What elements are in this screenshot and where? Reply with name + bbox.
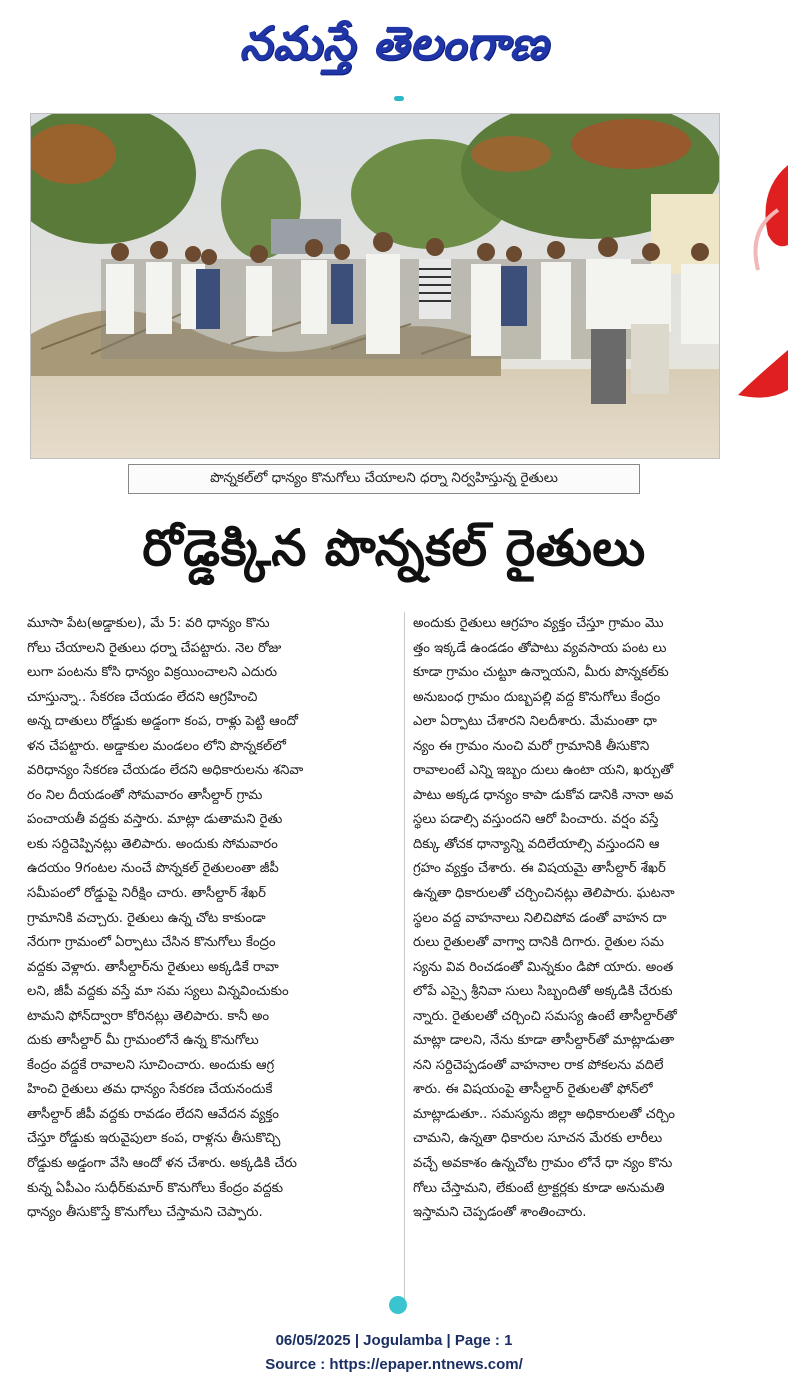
article-text-line: నేరుగా గ్రామంలో ఏర్పాటు చేసిన కొనుగోలు కేంద్రం (27, 935, 276, 951)
article-text-line: రం నిల దీయడంతో సోమవారం తాసీల్దార్ గ్రామ (27, 787, 263, 803)
article-text-line: ఉదయం 9గంటల నుంచే పొన్నకల్ రైతులంతా జీపీ (27, 861, 279, 877)
protest-photo-icon (31, 114, 720, 459)
article-text-line: రావాలంటే ఎన్ని ఇబ్బం దులు ఉంటా యని, ఖర్చుతో (413, 763, 674, 779)
article-text-line: టామని ఫోన్‌ద్వారా కోరినట్లు తెలిపారు. కానీ అం (27, 1008, 270, 1024)
article-text-line: లోపే ఎస్సై శ్రీనివా సులు సిబ్బందితో అక్కడికి చేరుకు (413, 984, 673, 1000)
article-text-line: పాటు అక్కడ ధాన్యం కాపా డుకోవ డానికి నానా అవ (413, 787, 674, 803)
article-text-line: శారు. ఈ విషయంపై తాసీల్దార్ రైతులతో ఫోన్‌లో (413, 1082, 653, 1098)
newspaper-logo: నమస్తే తెలంగాణ (239, 16, 549, 70)
side-ornament (728, 140, 788, 430)
news-photo (30, 113, 720, 459)
article-text-line: వరిధాన్యం సేకరణ చేయడం లేదని అధికారులను శనివా (27, 763, 304, 779)
article-text-line: గ్రామానికి వచ్చారు. రైతులు ఉన్న చోట కాకుండా (27, 910, 266, 926)
article-text-line: మాట్లాడుతూ.. సమస్యను జిల్లా అధికారులతో చర్చిం (413, 1106, 675, 1122)
article-text-line: ళన చేపట్టారు. అడ్డాకుల మండలం లోని పొన్నకల్‌లో (27, 738, 286, 754)
article-text-line: ఉన్నతా ధికారులతో చర్చించినట్లు తెలిపారు. ఘటనా (413, 886, 675, 902)
article-text-line: రులు రైతులతో వాగ్వా దానికి దిగారు. రైతుల సమ (413, 935, 664, 951)
article-text-line: లకు సర్దిచెప్పినట్లు తెలిపారు. అందుకు సోమవారం (27, 836, 278, 852)
article-text-line: సమీపంలో రోడ్డుపై నిరీక్షిం చారు. తాసీల్దార్ శేఖర్ (27, 886, 266, 902)
article-text-line: రోడ్డుకు అడ్డంగా వేసి ఆందో ళన చేశారు. అక్కడికి చేరు (27, 1156, 297, 1172)
article-text-line: గోలు చేయాలని రైతులు ధర్నా చేపట్టారు. నెల రోజు (27, 640, 282, 656)
article-text-line: మూసా పేట(అడ్డాకుల), మే 5: వరి ధాన్యం కొను (27, 616, 270, 631)
article-text-line: స్థలం వద్ద వాహనాలు నిలిచిపోవ డంతో వాహన దా (413, 910, 667, 926)
article-text-line: తాసీల్దార్ జీపీ వద్దకు రావడం లేదని ఆవేదన వ్యక్తం (27, 1106, 279, 1122)
footer-date-line: 06/05/2025 | Jogulamba | Page : 1 (275, 1332, 513, 1349)
photo-caption: పొన్నకల్‌లో ధాన్యం కొనుగోలు చేయాలని ధర్నా నిర్వహిస్తున్న రైతులు (128, 464, 640, 494)
article-text-line: అందుకు రైతులు ఆగ్రహం వ్యక్తం చేస్తూ గ్రామం మొ (413, 616, 664, 631)
article-text-line: న్నారు. రైతులతో చర్చించి సమస్య ఉంటే తాసీల్దార్‌తో (413, 1008, 677, 1024)
article-text-line: అనుబంధ గ్రామం దుబ్బపల్లి వద్ద కొనుగోలు కేంద్రం (413, 689, 661, 705)
article-text-line: స్థలు పడాల్సి వస్తుందని ఆరో పించారు. వర్షం వస్తే (413, 812, 659, 828)
article-text-line: పంచాయతీ వద్దకు వస్తారు. మాట్లా డుతామని రైతు (27, 812, 283, 828)
article-text-line: గోలు చేస్తామని, లేకుంటే ట్రాక్టర్లకు కూడా అనుమతి (413, 1180, 665, 1196)
article-text-line: న్యం ఈ గ్రామం నుంచి మరో గ్రామానికి తీసుకొని (413, 738, 650, 754)
article-text-line: నని సర్దిచెప్పడంతో వాహనాల రాక పోకలను వదిలే (413, 1057, 664, 1073)
article-text-line: దుకు తాసీల్దార్ మీ గ్రామంలోనే ఉన్న కొనుగోలు (27, 1033, 259, 1049)
article-text-line: కేంద్రం వద్దకే రావాలని సూచించారు. అందుకు ఆగ్ర (27, 1057, 275, 1073)
article-text-line: చేస్తూ రోడ్డుకు ఇరువైపులా కంప, రాళ్లను తీసుకొచ్చి (27, 1131, 281, 1147)
article-text-line: త్తం ఇక్కడే ఉండడం తోపాటు వ్యవసాయ పంట లు (413, 640, 667, 656)
column-divider (404, 612, 405, 1306)
article-text-line: అన్న దాతులు రోడ్డుకు అడ్డంగా కంప, రాళ్లు పెట్టి ఆందో (27, 714, 298, 730)
article-left-column (27, 612, 397, 1226)
article-text-line: ధాన్యం తీసుకొస్తే కొనుగోలు చేస్తామని చెప్పారు. (27, 1205, 263, 1221)
article-text-line: ఎలా ఏర్పాటు చేశారని నిలదీశారు. మేమంతా ధా (413, 714, 657, 730)
article-text-line: గ్రహం వ్యక్తం చేశారు. ఈ విషయమై తాసీల్దార్ శేఖర్ (413, 861, 666, 877)
article-text-line: లుగా పంటను కోసి ధాన్యం విక్రయించాలని ఎదురు (27, 665, 278, 681)
article-text-line: స్యను వివ రించడంతో మిన్నకుం డిపో యారు. అంత (413, 959, 674, 975)
article-text-line: కూడా గ్రామం చుట్టూ ఉన్నాయని, మీరు పొన్నకల్‌కు (413, 665, 669, 681)
article-right-column (413, 612, 719, 1226)
article-text-line: హించి రైతులు తమ ధాన్యం సేకరణ చేయనందుకే (27, 1082, 273, 1098)
footer-source-line: Source : https://epaper.ntnews.com/ (265, 1356, 523, 1373)
article-text-line: చామని, ఉన్నతా ధికారుల సూచన మేరకు లారీలు (413, 1131, 663, 1147)
article-headline: రోడ్డెక్కిన పొన్నకల్ రైతులు (142, 518, 646, 577)
article-text-line: దిక్కు తోచక ధాన్యాన్ని వదిలేయాల్సి వస్తుందని ఆ (413, 836, 660, 852)
masthead-dot-ornament (394, 96, 404, 101)
article-text-line: చూస్తున్నా.. సేకరణ చేయడం లేదని ఆగ్రహించి (27, 689, 258, 705)
article-text-line: వచ్చే అవకాశం ఉన్నచోట గ్రామం లోనే ధా న్యం కొను (413, 1156, 673, 1172)
article-text-line: మాట్లా డాలని, నేను కూడా తాసీల్దార్‌తో మాట్లాడుతా (413, 1033, 675, 1049)
masthead (0, 0, 788, 98)
article-text-line: ఇస్తామని చెప్పడంతో శాంతించారు. (413, 1205, 587, 1221)
article-text-line: వద్దకు వెళ్లారు. తాసీల్దార్‌ను రైతులు అక్కడికే రావా (27, 959, 279, 975)
article-text-line: లని, జీపీ వద్దకు వస్తే మా సమ స్యలు విన్నవించుకుం (27, 984, 289, 1000)
article-end-mark (389, 1296, 407, 1314)
article-text-line: కున్న ఏపీఎం సుధీర్‌కుమార్ కొనుగోలు కేంద్రం వద్దకు (27, 1180, 284, 1196)
